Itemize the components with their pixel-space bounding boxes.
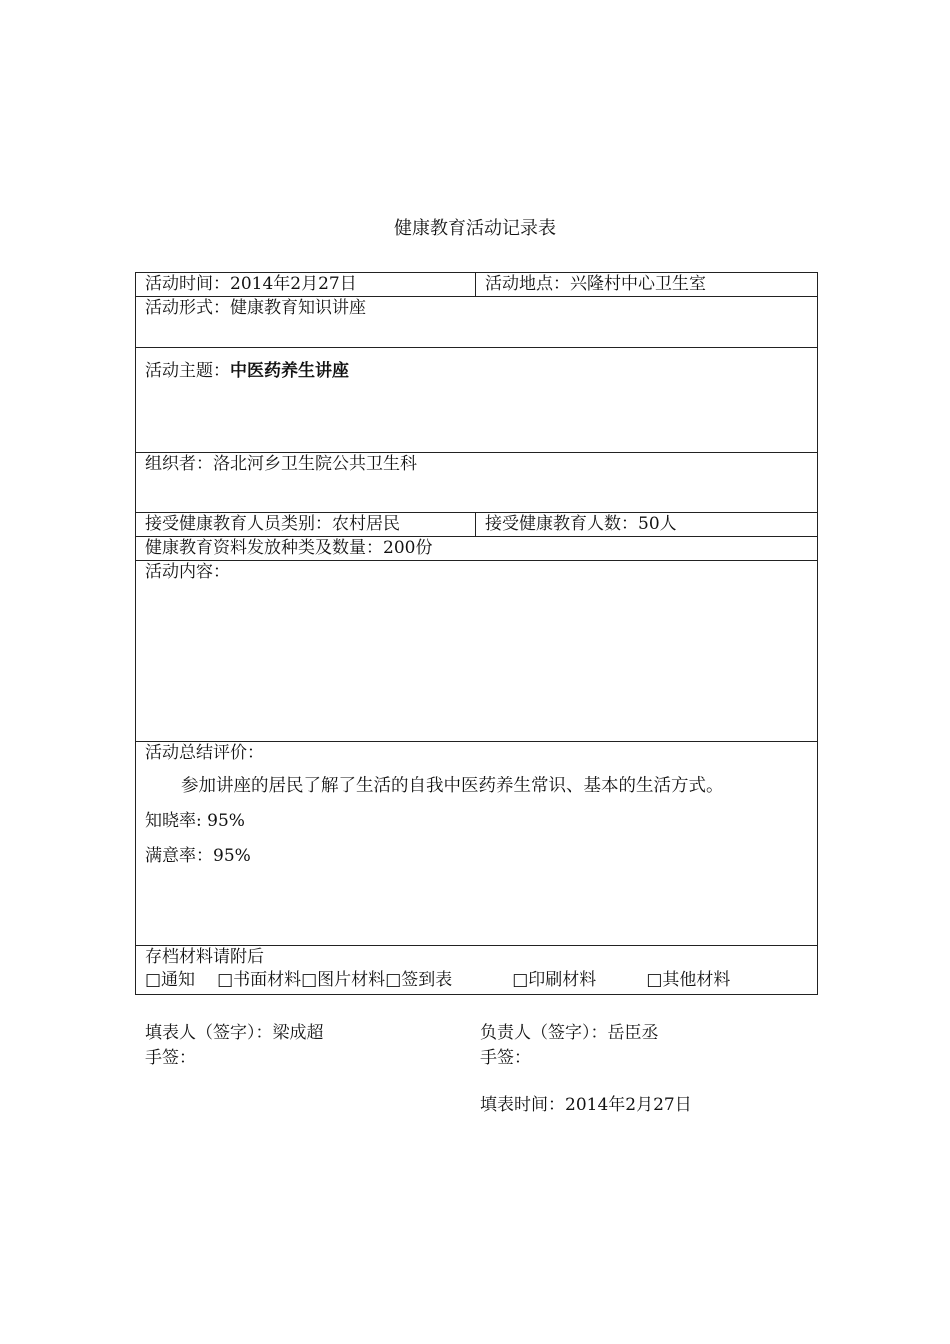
activity-place-value: 兴隆村中心卫生室 xyxy=(570,274,706,294)
awareness-rate: 知晓率: 95% xyxy=(145,811,245,831)
filler-signature: 填表人（签字）：梁成超 xyxy=(145,1023,324,1043)
evaluation-text: 参加讲座的居民了解了生活的自我中医药养生常识、基本的生活方式。 xyxy=(181,776,724,796)
responsible-signature: 负责人（签字）：岳臣丞 xyxy=(480,1023,659,1043)
organizer-cell xyxy=(136,453,818,513)
evaluation-label: 活动总结评价： xyxy=(145,743,264,763)
satisfaction-rate: 满意率：95% xyxy=(145,846,251,866)
activity-format-value: 健康教育知识讲座 xyxy=(230,298,366,318)
activity-format-cell xyxy=(136,297,818,348)
activity-time-label: 活动时间： xyxy=(145,274,230,294)
evaluation-cell xyxy=(136,742,818,946)
activity-content-cell xyxy=(136,561,818,742)
filler-signature-block xyxy=(145,1021,324,1071)
audience-type-value: 农村居民 xyxy=(332,514,400,534)
archive-option-pictures[interactable]: □图片材料 xyxy=(301,970,386,990)
organizer-value: 洛北河乡卫生院公共卫生科 xyxy=(213,454,417,474)
materials-label: 健康教育资料发放种类及数量： xyxy=(145,538,383,558)
archive-option-notice[interactable]: □通知 xyxy=(145,970,196,990)
archive-option-printed[interactable]: □印刷材料 xyxy=(512,970,597,990)
activity-content-label: 活动内容： xyxy=(145,562,230,582)
audience-type-cell xyxy=(136,513,476,537)
activity-time-cell xyxy=(136,273,476,297)
materials-cell xyxy=(136,537,818,561)
activity-format-label: 活动形式： xyxy=(145,298,230,318)
audience-type-label: 接受健康教育人员类别： xyxy=(145,514,332,534)
responsible-hand-signature: 手签： xyxy=(480,1048,531,1068)
audience-count-label: 接受健康教育人数： xyxy=(485,514,638,534)
materials-value: 200份 xyxy=(383,538,433,558)
archive-option-written[interactable]: □书面材料 xyxy=(217,970,302,990)
activity-time-value: 2014年2月27日 xyxy=(230,274,357,294)
activity-place-label: 活动地点： xyxy=(485,274,570,294)
responsible-signature-block xyxy=(480,1021,659,1071)
activity-theme-value: 中医药养生讲座 xyxy=(230,361,349,381)
audience-count-cell xyxy=(476,513,818,537)
fill-date: 填表时间：2014年2月27日 xyxy=(480,1095,692,1115)
archive-label: 存档材料请附后 xyxy=(145,947,264,967)
record-form xyxy=(135,272,818,995)
archive-option-other[interactable]: □其他材料 xyxy=(646,970,731,990)
archive-option-signin[interactable]: □签到表 xyxy=(385,970,453,990)
activity-theme-cell xyxy=(136,348,818,453)
archive-cell xyxy=(136,946,818,995)
page-title: 健康教育活动记录表 xyxy=(394,218,556,239)
activity-place-cell xyxy=(476,273,818,297)
activity-theme-label: 活动主题： xyxy=(145,361,230,381)
filler-hand-signature: 手签： xyxy=(145,1048,196,1068)
audience-count-value: 50人 xyxy=(638,514,677,534)
organizer-label: 组织者： xyxy=(145,454,213,474)
archive-options xyxy=(145,969,817,992)
